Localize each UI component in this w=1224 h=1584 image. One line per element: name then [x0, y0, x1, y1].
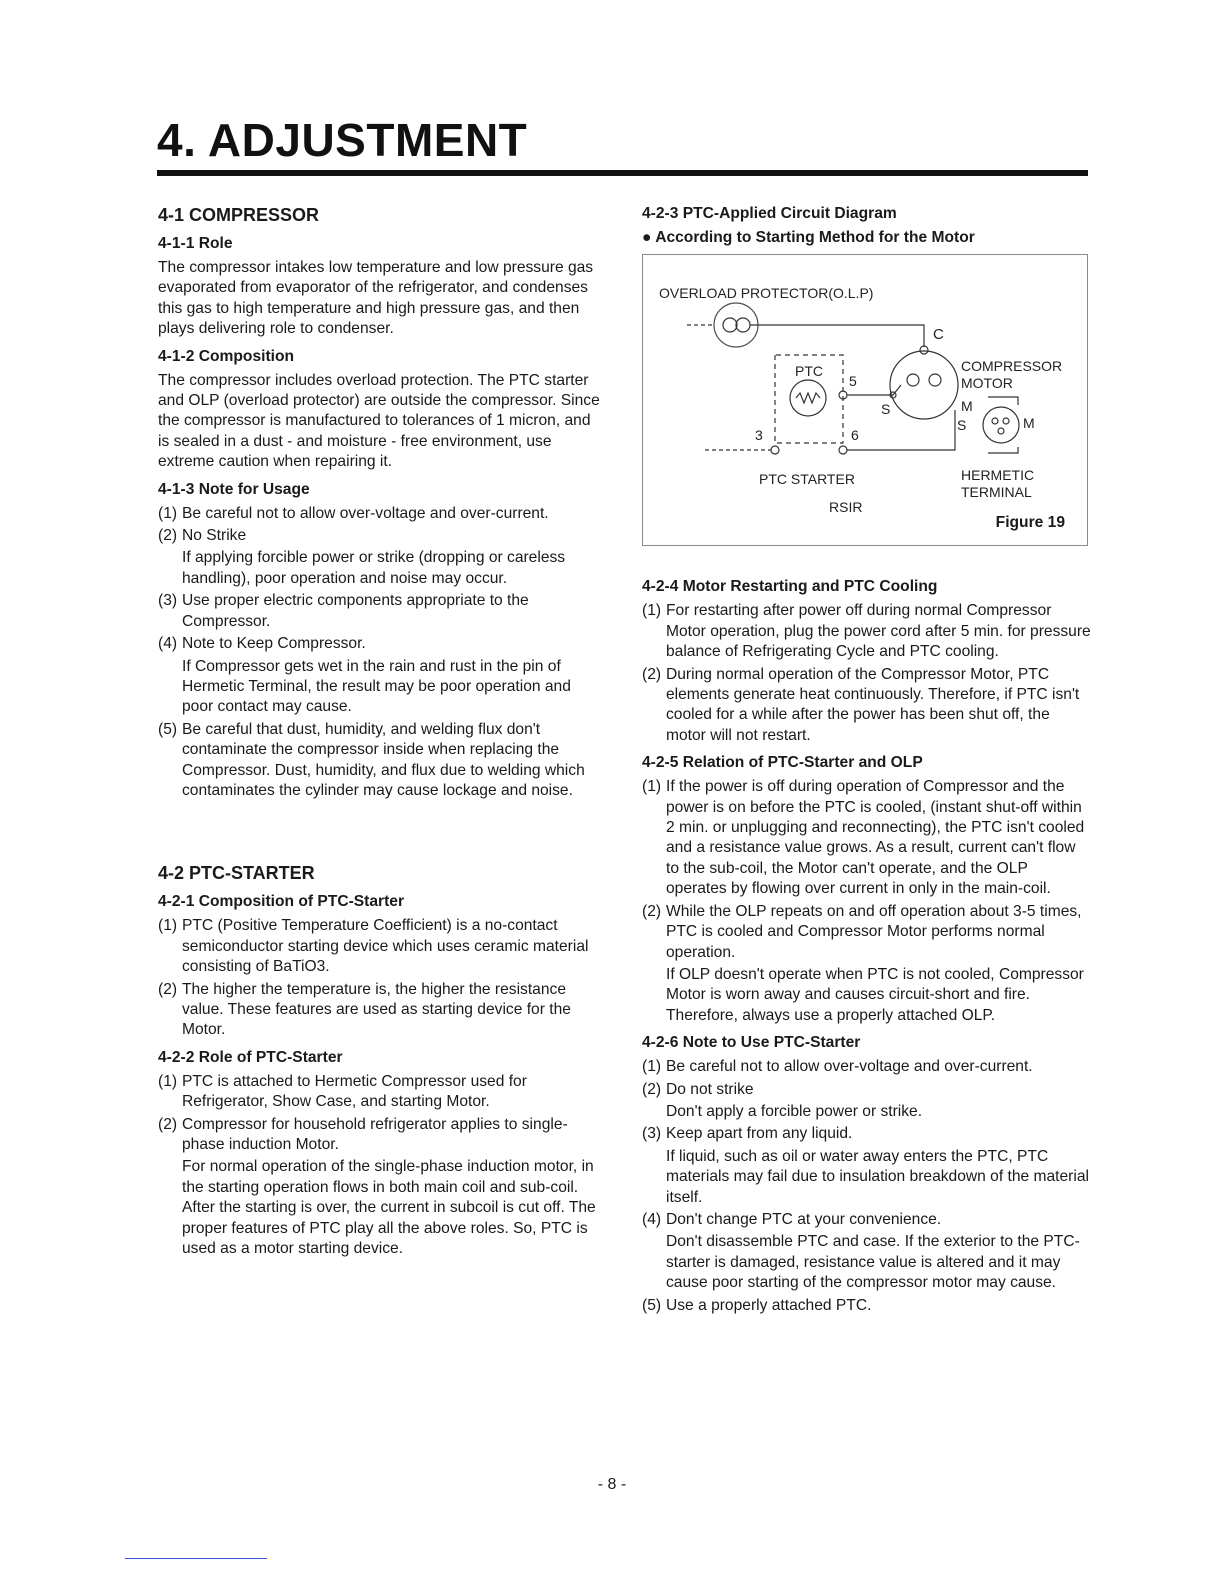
- page-title: 4. ADJUSTMENT: [157, 114, 528, 166]
- subheading-composition: 4-1-2 Composition: [158, 347, 295, 365]
- terminal-6-label: 6: [851, 427, 859, 444]
- ptc-label: PTC: [795, 363, 823, 380]
- subheading-note-to-use: 4-2-6 Note to Use PTC-Starter: [642, 1034, 861, 1052]
- list-item: If liquid, such as oil or water away enters the PTC, PTC materials may fail due to insulation breakdown of the material itself.: [666, 1147, 1089, 1206]
- motor-coil-left: [907, 374, 919, 386]
- list-item: If applying forcible power or strike (dropping or careless handling), poor operation and noise may occur.: [182, 549, 566, 587]
- motor-m-label: M: [961, 398, 973, 415]
- olp-contact-left: [723, 318, 737, 332]
- terminal-6: [839, 446, 847, 454]
- ptc-starter-label: PTC STARTER: [759, 471, 855, 488]
- terminal-c-label: C: [933, 326, 944, 344]
- compressor-motor-circle: [890, 351, 958, 419]
- terminal-3-label: 3: [755, 427, 763, 444]
- hermetic-m-label: M: [1023, 415, 1035, 432]
- hermetic-pin-1: [992, 418, 998, 424]
- subheading-ptc-olp-relation: 4-2-5 Relation of PTC-Starter and OLP: [642, 754, 923, 772]
- page-number: - 8 -: [597, 1476, 627, 1493]
- figure-caption: Figure 19: [995, 514, 1065, 532]
- ptc-element-circle: [790, 380, 826, 416]
- ptc-resistor-zigzag: [796, 393, 820, 403]
- left-column: [158, 203, 603, 1265]
- list-item: (2) While the OLP repeats on and off operation about 3-5 times, PTC is cooled and Compressor Motor performs normal operation.: [642, 902, 1082, 961]
- list-item: (2) Compressor for household refrigerator applies to single-phase induction Motor.: [158, 1115, 568, 1153]
- subheading-circuit-diagram: 4-2-3 PTC-Applied Circuit Diagram: [642, 205, 897, 222]
- usage-list: [158, 504, 603, 802]
- restarting-list: [642, 601, 1092, 746]
- hermetic-pin-2: [1003, 418, 1009, 424]
- hermetic-bottom-line: [988, 447, 1018, 453]
- hermetic-pin-3: [998, 428, 1004, 434]
- list-item: (2) During normal operation of the Compressor Motor, PTC elements generate heat continuously. Therefore, if PTC isn't cooled for a while after the power has been shut off, the motor will not restart.: [642, 665, 1080, 744]
- use-list: [642, 1057, 1092, 1316]
- olp-label: OVERLOAD PROTECTOR(O.L.P): [659, 285, 874, 302]
- list-item: (4) Note to Keep Compressor.: [158, 635, 366, 653]
- list-item: (3) Keep apart from any liquid.: [642, 1125, 853, 1143]
- subheading-role: 4-1-1 Role: [158, 235, 233, 252]
- hermetic-s-label: S: [957, 417, 967, 434]
- bullet-heading: ● According to Starting Method for the Motor: [642, 229, 975, 246]
- compressor-motor-label: COMPRESSOR MOTOR: [961, 358, 1063, 392]
- rsir-label: RSIR: [829, 499, 863, 516]
- hermetic-top-line: [988, 397, 1018, 405]
- list-item: (4) Don't change PTC at your convenience.: [642, 1210, 942, 1228]
- hermetic-terminal-circle: [983, 407, 1019, 443]
- hermetic-terminal-label: HERMETIC TERMINAL: [961, 467, 1035, 501]
- list-item: (5) Use a properly attached PTC.: [642, 1296, 872, 1314]
- list-item: For normal operation of the single-phase induction motor, in the starting operation flows in both main coil and sub-coil. After the starting is over, the current in subcoil is cut off. The proper features of PTC play all the above roles. So, PTC is used as a motor starting device.: [182, 1158, 596, 1258]
- olp-contact-right: [736, 318, 750, 332]
- terminal-5-label: 5: [849, 373, 857, 390]
- list-item: (2) Do not strike: [642, 1080, 754, 1098]
- paragraph-composition: The compressor includes overload protection. The PTC starter and OLP (overload protector) are outside the compressor. Since the compressor is manufactured to tolerances of 1 micron, and is sealed in a dust - and moisture - free environment, use extreme caution when repairing it.: [158, 371, 600, 471]
- list-item: If Compressor gets wet in the rain and rust in the pin of Hermetic Terminal, the result may be poor operation and poor contact may cause.: [182, 657, 571, 716]
- list-item: (5) Be careful that dust, humidity, and welding flux don't contaminate the compressor inside when replacing the Compressor. Dust, humidity, and flux due to welding which contaminates the cylinder may cause lockage and noise.: [158, 720, 585, 799]
- relation-list: [642, 777, 1092, 1026]
- bottom-link-underline[interactable]: [125, 1558, 267, 1559]
- list-item: (1) Be careful not to allow over-voltage and over-current.: [642, 1058, 1033, 1076]
- list-item: (1) If the power is off during operation of Compressor and the power is on before the PTC is cooled, (instant shut-off within 2 min. or unplugging and reconnecting), the PTC isn't cooled and a resistance value grows. As a result, current can't flow to the sub-coil, the Motor can't operate, and the OLP operates by flowing over current in only in the main-coil.: [642, 778, 1085, 898]
- paragraph-role: The compressor intakes low temperature and low pressure gas evaporated from evaporator of the refrigerator, and condenses this gas to high temperature and high pressure gas, and then plays delivering role to condenser.: [158, 259, 594, 338]
- list-item: (1) For restarting after power off during normal Compressor Motor operation, plug the power cord after 5 min. for pressure balance of Refrigerating Cycle and PTC cooling.: [642, 602, 1091, 661]
- motor-coil-right: [929, 374, 941, 386]
- motor-s-label: S: [881, 401, 891, 418]
- list-item: (1) PTC is attached to Hermetic Compressor used for Refrigerator, Show Case, and starting Motor.: [158, 1072, 527, 1111]
- circuit-diagram: [642, 254, 1088, 546]
- subheading-motor-restarting: 4-2-4 Motor Restarting and PTC Cooling: [642, 578, 938, 596]
- title-rule: [157, 170, 1088, 176]
- section-heading-ptc-starter: 4-2 PTC-STARTER: [158, 863, 315, 884]
- bullet-icon: ●: [642, 229, 656, 246]
- section-heading-compressor: 4-1 COMPRESSOR: [158, 205, 320, 225]
- list-item: Don't disassemble PTC and case. If the exterior to the PTC-starter is damaged, resistance value is altered and it may cause poor starting of the compressor motor may cause.: [666, 1233, 1080, 1292]
- list-item: (1) PTC (Positive Temperature Coefficient) is a no-contact semiconductor starting device which uses ceramic material consisting of BaTiO3.: [158, 917, 589, 976]
- ptc-role-list: [158, 1072, 603, 1260]
- list-item: (2) The higher the temperature is, the higher the resistance value. These features are used as starting device for the Motor.: [158, 980, 571, 1039]
- right-column: [642, 203, 1092, 1322]
- list-item: (3) Use proper electric components appropriate to the Compressor.: [158, 592, 529, 630]
- ptc-composition-list: [158, 916, 603, 1040]
- list-item: Don't apply a forcible power or strike.: [666, 1102, 923, 1120]
- terminal-3: [771, 446, 779, 454]
- terminal-c: [920, 346, 928, 354]
- subheading-ptc-role: 4-2-2 Role of PTC-Starter: [158, 1048, 343, 1066]
- list-item: (1) Be careful not to allow over-voltage and over-current.: [158, 504, 549, 522]
- subheading-note-for-usage: 4-1-3 Note for Usage: [158, 480, 310, 498]
- list-item: If OLP doesn't operate when PTC is not cooled, Compressor Motor is worn away and causes circuit-short and fire. Therefore, always use a properly attached OLP.: [666, 965, 1084, 1024]
- subheading-ptc-composition: 4-2-1 Composition of PTC-Starter: [158, 893, 405, 911]
- wire-olp-to-c: [750, 325, 924, 347]
- list-item: (2) No Strike: [158, 527, 247, 545]
